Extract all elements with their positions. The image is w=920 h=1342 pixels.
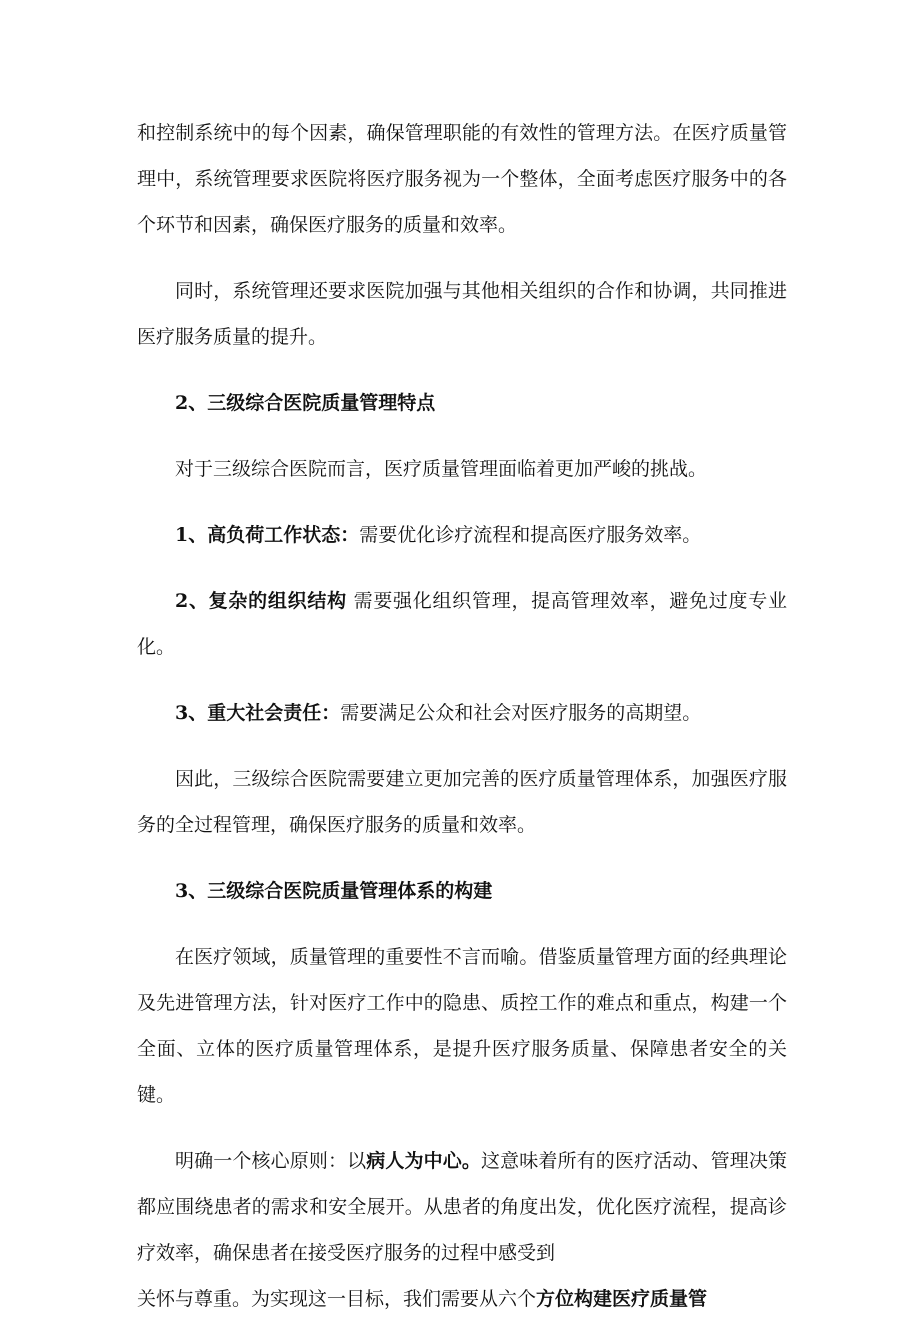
list-item-3-text: 需要满足公众和社会对医疗服务的高期望。 <box>340 702 702 724</box>
section-heading-3: 3、三级综合医院质量管理体系的构建 <box>175 880 493 902</box>
section-heading-2: 2、三级综合医院质量管理特点 <box>175 392 436 414</box>
core-principle-bold: 病人为中心。 <box>366 1150 482 1172</box>
list-item-3-label: 3、重大社会责任： <box>175 702 341 724</box>
list-item-1-label: 1、高负荷工作状态： <box>175 524 360 546</box>
core-principle-before: 明确一个核心原则：以 <box>175 1150 367 1172</box>
paragraph-medical-field: 在医疗领域，质量管理的重要性不言而喻。借鉴质量管理方面的经典理论及先进管理方法，针对医疗工作中的隐患、质控工作的难点和重点，构建一个全面、立体的医疗质量管理体系，是提升医疗服务质量、保障患者安全的关键。 <box>137 946 787 1106</box>
paragraph-core-principle <box>137 1138 787 1276</box>
paragraph-cooperation: 同时，系统管理还要求医院加强与其他相关组织的合作和协调，共同推进医疗服务质量的提升。 <box>137 280 787 348</box>
list-item-2 <box>137 578 787 670</box>
paragraph-therefore: 因此，三级综合医院需要建立更加完善的医疗质量管理体系，加强医疗服务的全过程管理，确保医疗服务的质量和效率。 <box>137 768 787 836</box>
list-item-2-text: 需要强化组织管理，提高管理效率，避免过度专业化。 <box>137 590 787 658</box>
document-body <box>137 110 787 1342</box>
six-directions-bold: 方位构建医疗质量管 <box>536 1288 708 1310</box>
core-principle-after: 这意味着所有的医疗活动、管理决策都应围绕患者的需求和安全展开。从患者的角度出发，优化医疗流程，提高诊疗效率，确保患者在接受医疗服务的过程中感受到 <box>137 1150 787 1264</box>
list-item-2-label: 2、复杂的组织结构 <box>175 590 347 612</box>
list-item-1 <box>137 512 787 558</box>
paragraph-six-directions <box>137 1276 787 1322</box>
list-item-1-text: 需要优化诊疗流程和提高医疗服务效率。 <box>359 524 702 546</box>
paragraph-system-management: 和控制系统中的每个因素，确保管理职能的有效性的管理方法。在医疗质量管理中，系统管理要求医院将医疗服务视为一个整体，全面考虑医疗服务中的各个环节和因素，确保医疗服务的质量和效率。 <box>137 122 787 236</box>
paragraph-challenges: 对于三级综合医院而言，医疗质量管理面临着更加严峻的挑战。 <box>175 458 708 480</box>
list-item-3 <box>137 690 787 736</box>
six-directions-before: 关怀与尊重。为实现这一目标，我们需要从六个 <box>137 1288 537 1310</box>
